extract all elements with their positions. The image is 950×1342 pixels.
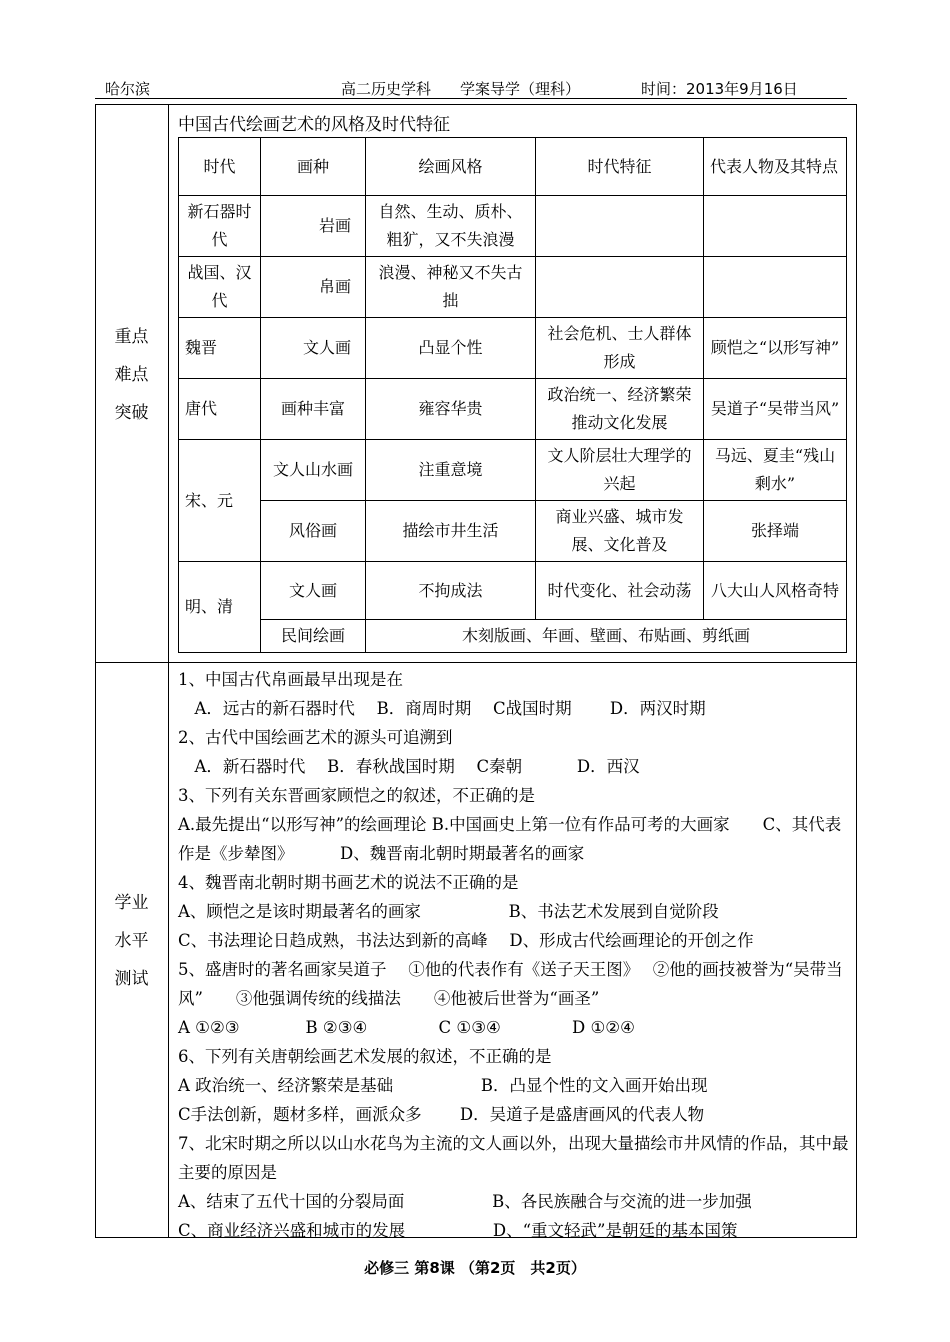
section1-title: 中国古代绘画艺术的风格及时代特征 bbox=[178, 115, 450, 135]
question-line: A ①②③ B ②③④ C ①③④ D ①②④ bbox=[178, 1018, 635, 1037]
question-line: A 政治统一、经济繁荣是基础 B．凸显个性的文入画开始出现 bbox=[178, 1076, 708, 1095]
header-cell: 时代特征 bbox=[536, 138, 704, 196]
header-cell: 代表人物及其特点 bbox=[704, 138, 847, 196]
page-footer: 必修三 第8课 （第2页 共2页） bbox=[364, 1259, 586, 1277]
question-line: 4、魏晋南北朝时期书画艺术的说法不正确的是 bbox=[178, 873, 519, 892]
header-cell: 画种 bbox=[261, 138, 366, 196]
question-line: A.最先提出“以形写神”的绘画理论 B.中国画史上第一位有作品可考的大画家 C、其代表作是《步辇图》 D、魏晋南北朝时期最著名的画家 bbox=[178, 815, 842, 863]
header-subject: 高二历史学科 bbox=[341, 80, 432, 98]
question-line: 5、盛唐时的著名画家吴道子 ①他的代表作有《送子天王图》 ②他的画技被誉为“吴带当风” ③他强调传统的线描法 ④他被后世誉为“画圣” bbox=[178, 960, 843, 1008]
question-line: C、商业经济兴盛和城市的发展 D、“重文轻武”是朝廷的基本国策 bbox=[178, 1221, 738, 1240]
question-line: A．新石器时代 B．春秋战国时期 C秦朝 D．西汉 bbox=[178, 757, 640, 776]
section2-label: 学业 水平 测试 bbox=[114, 893, 149, 989]
table-row: 明、清 文人画 不拘成法 时代变化、社会动荡 八大山人风格奇特 bbox=[179, 562, 847, 620]
table-row: 宋、元 文人山水画 注重意境 文人阶层壮大理学的兴起 马远、夏圭“残山剩水” bbox=[179, 440, 847, 501]
header-cell: 时代 bbox=[179, 138, 261, 196]
table-row: 战国、汉代 帛画 浪漫、神秘又不失古拙 bbox=[179, 257, 847, 318]
painting-table bbox=[178, 137, 847, 653]
question-line: 7、北宋时期之所以以山水花鸟为主流的文人画以外，出现大量描绘市井风情的作品，其中最主要的原因是 bbox=[178, 1134, 849, 1182]
section1-label: 重点 难点 突破 bbox=[114, 327, 149, 423]
question-line: A、结束了五代十国的分裂局面 B、各民族融合与交流的进一步加强 bbox=[178, 1192, 752, 1211]
header-date: 时间：2013年9月16日 bbox=[641, 80, 798, 98]
table-row: 民间绘画 木刻版画、年画、壁画、布贴画、剪纸画 bbox=[179, 620, 847, 653]
header-city: 哈尔滨 bbox=[105, 80, 151, 98]
quiz-questions bbox=[178, 665, 853, 1245]
table-header-row bbox=[179, 138, 847, 196]
question-line: 1、中国古代帛画最早出现是在 bbox=[178, 670, 403, 689]
question-line: C手法创新，题材多样，画派众多 D．吴道子是盛唐画风的代表人物 bbox=[178, 1105, 705, 1124]
question-line: C、书法理论日趋成熟，书法达到新的高峰 D、形成古代绘画理论的开创之作 bbox=[178, 931, 754, 950]
question-line: A、顾恺之是该时期最著名的画家 B、书法艺术发展到自觉阶段 bbox=[178, 902, 719, 921]
table-row: 风俗画 描绘市井生活 商业兴盛、城市发展、文化普及 张择端 bbox=[179, 501, 847, 562]
table-row: 魏晋 文人画 凸显个性 社会危机、士人群体形成 顾恺之“以形写神” bbox=[179, 318, 847, 379]
question-line: 6、下列有关唐朝绘画艺术发展的叙述，不正确的是 bbox=[178, 1047, 552, 1066]
header-type: 学案导学（理科） bbox=[460, 80, 581, 98]
table-row: 新石器时代 岩画 自然、生动、质朴、粗犷，又不失浪漫 bbox=[179, 196, 847, 257]
page-header bbox=[95, 76, 847, 99]
header-cell: 绘画风格 bbox=[366, 138, 536, 196]
question-line: A．远古的新石器时代 B．商周时期 C战国时期 D．两汉时期 bbox=[178, 699, 706, 718]
table-row: 唐代 画种丰富 雍容华贵 政治统一、经济繁荣推动文化发展 吴道子“吴带当风” bbox=[179, 379, 847, 440]
question-line: 3、下列有关东晋画家顾恺之的叙述，不正确的是 bbox=[178, 786, 535, 805]
column-divider bbox=[168, 104, 169, 1238]
section-divider bbox=[95, 662, 857, 663]
question-line: 2、古代中国绘画艺术的源头可追溯到 bbox=[178, 728, 453, 747]
